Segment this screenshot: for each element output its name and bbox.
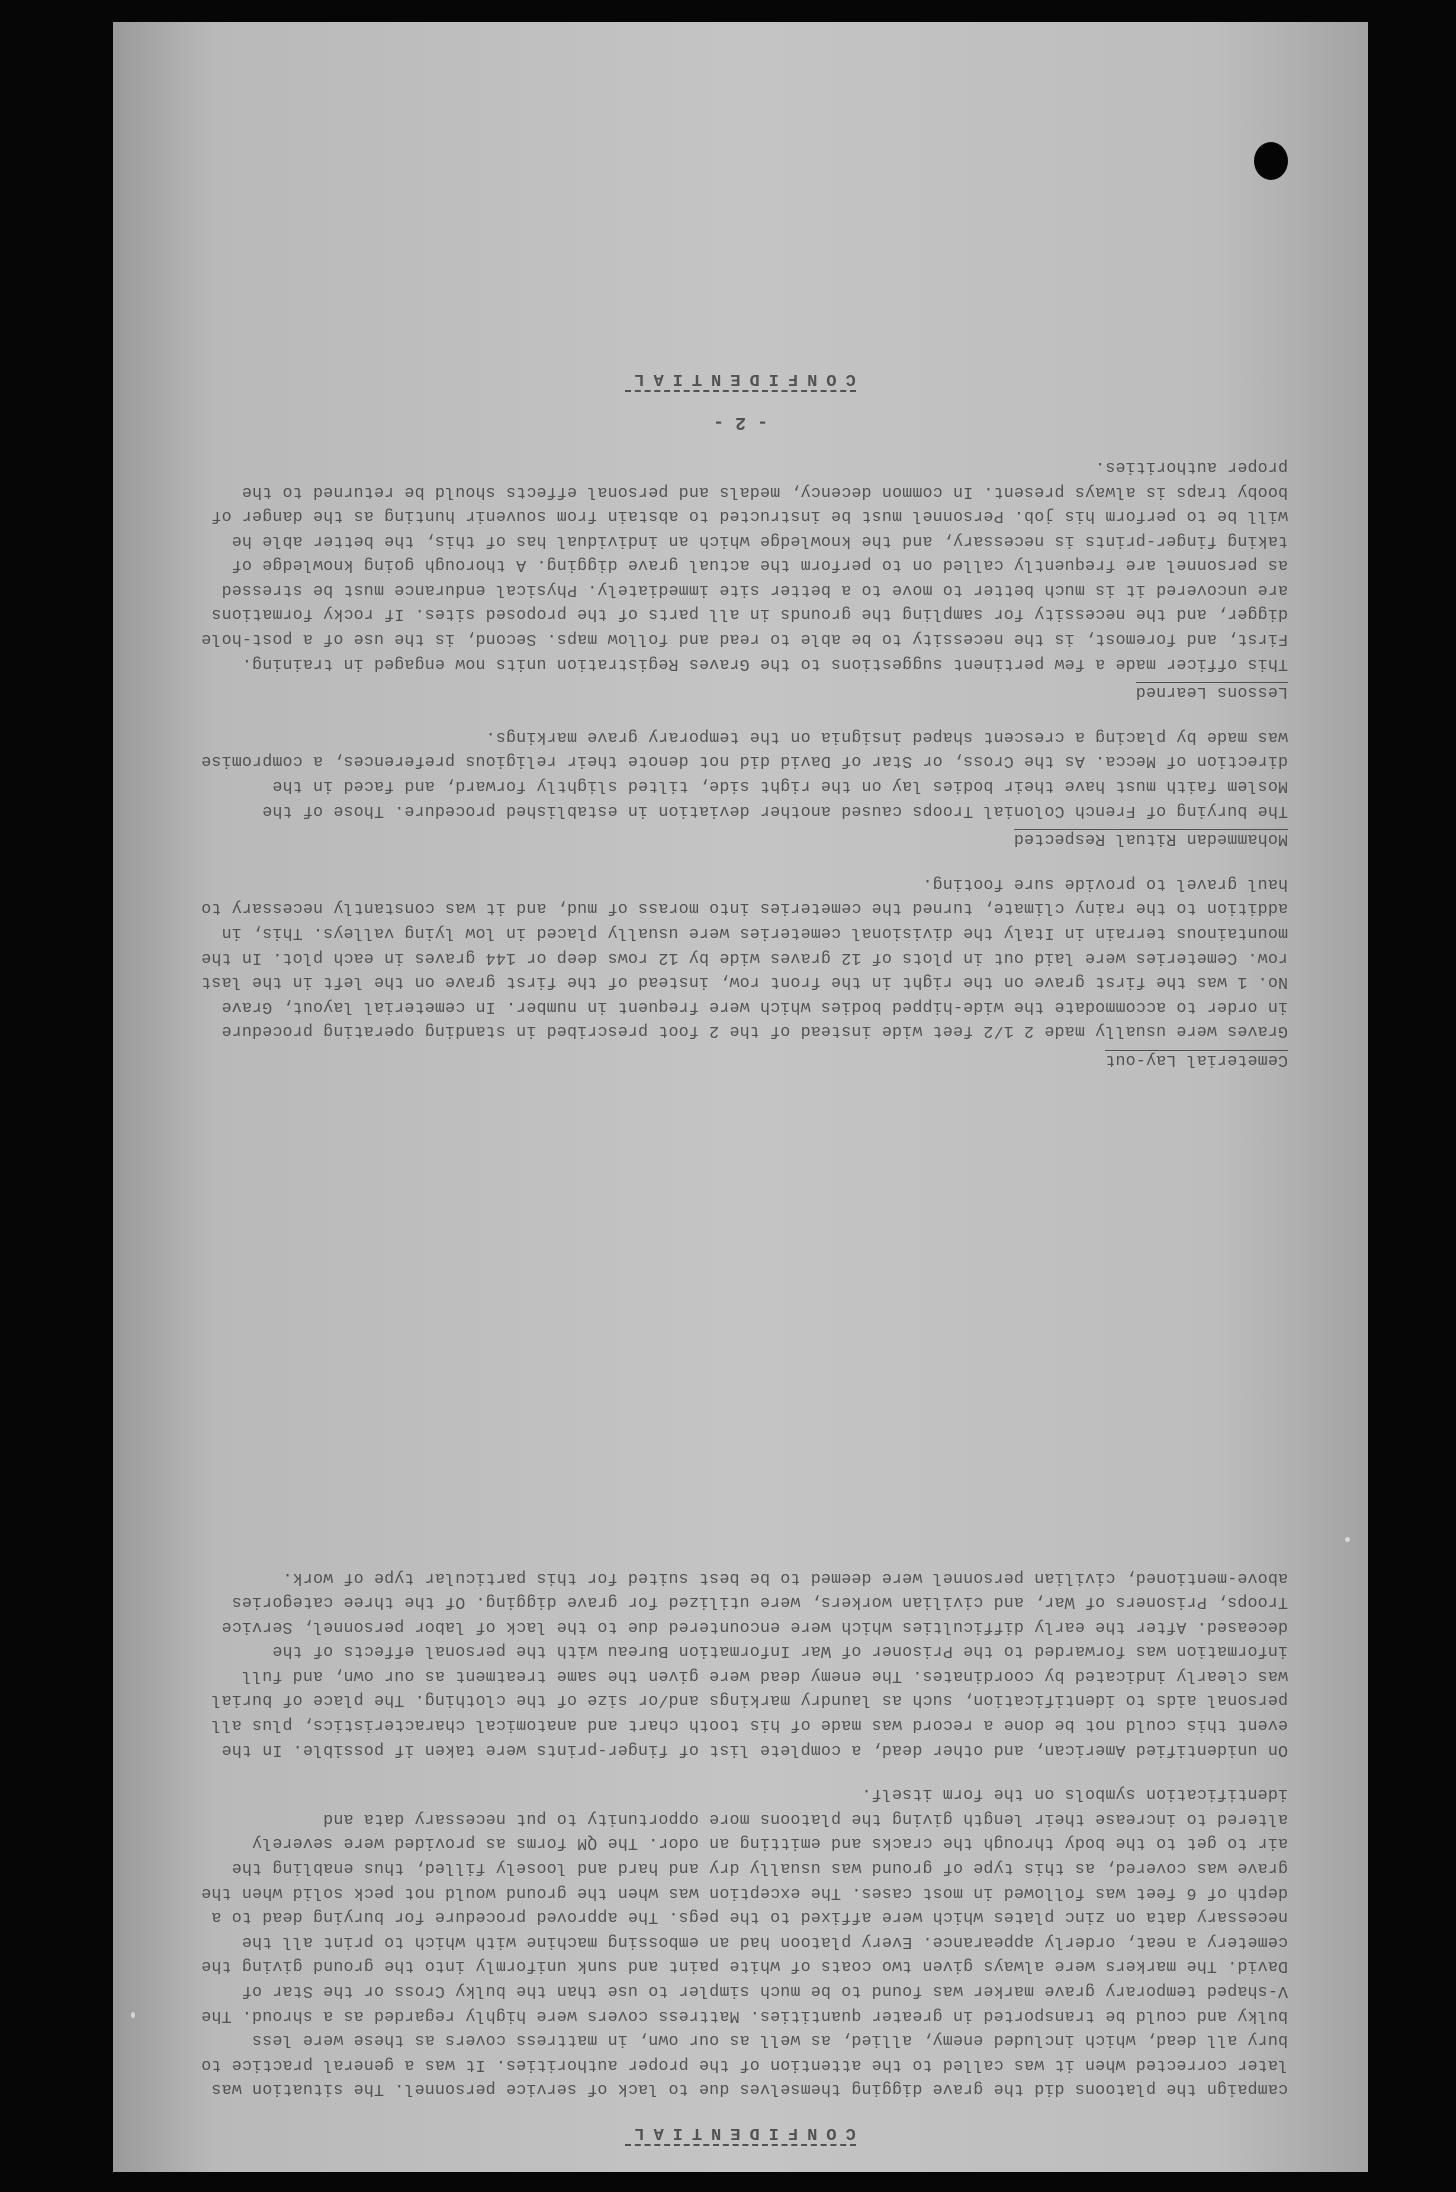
section-text-lessons-learned: This officer made a few pertinent suggestions to the Graves Registration units now engaged in training. First, and foremost, is the necessity to be able to read and follow maps. Second, is the use of a post-hole digger, and the necessity for sampling the grounds in all parts of the proposed sites. If rocky formations are uncovered it is much better to move to a better site immediately. Physical endurance must be stressed as personnel are frequently called on to perform the actual grave digging. A thorough going knowledge of taking finger-prints is necessary, and the knowledge which an individual has of this, the better able he will be to perform his job. Personnel must be instructed to abstain from souvenir hunting as the danger of booby traps is always present. In common decency, medals and personal effects should be returned to the proper authorities. — [190, 457, 1288, 674]
rotated-document — [113, 22, 1368, 2172]
top-classification-label: CONFIDENTIAL — [193, 2119, 1288, 2144]
page-number: - 2 - — [713, 412, 769, 433]
paragraph-burial-practice: campaign the platoons did the grave digging themselves due to lack of service personnel. The situation was later corrected when it was called to the attention of the proper authorities. It was a general practice to bury all dead, which included enemy, allied, as well as our own, in mattress covers as these were less bulky and could be transported in greater quantities. Mattress covers were highly regarded as a shroud. The V-shaped temporary grave marker was found to be much simpler to use than the bulky Cross or the Star of David. The markers were always given two coats of white paint and sunk uniformly into the ground giving the cemetery a neat, orderly appearance. Every platoon had an embossing machine with which to print all the necessary data on zinc plates which were affixed to the pegs. The approved procedure for burying dead to a depth of 6 feet was followed in most cases. The exception was when the ground would not peck solid when the grave was covered, as this type of ground was usually dry and hard and loosely filled, thus enabling the air to get to the body through the cracks and emitting an odor. The QM forms as provided were severely altered to increase their length giving the platoons more opportunity to put necessary data and identification symbols on the form itself. — [190, 1785, 1288, 2100]
scanned-sheet — [113, 22, 1368, 2172]
section-heading-mohammedan-ritual: Mohammedan Ritual Respected — [1013, 830, 1288, 850]
section-heading-cemeterial-layout: Cemeterial Lay-out — [1105, 1051, 1288, 1070]
paragraph-unidentified-dead: On unidentified American, and other dead, a complete list of finger-prints were taken if possible. In the event this could not be done a record was made of his tooth chart and anatomical characteristics, plus all personal aids to identification, such as laundry markings and/or size of the clothing. The place of burial was clearly indicated by coordinates. The enemy dead were given the same treatment as our own, and full information was forwarded to the Prisoner of War Information Bureau with the personal effects of the deceased. After the early difficulties which were encountered due to the lack of labor personnel, Service Troops, Prisoners of War, and civilian workers, were utilized for grave digging. Of the three categories above-mentioned, civilian personnel were deemed to be best suited for this particular type of work. — [201, 1568, 1288, 1760]
section-text-mohammedan-ritual: The burying of French Colonial Troops caused another deviation in established procedure. Those of the Moslem faith must have their bodies lay on the right side, tilted slightly forward, and faced in the direction of Mecca. As the Cross, or Star of David did not denote their religious preferences, a compromise was made by placing a crescent shaped insignia on the temporary grave markings. — [190, 727, 1288, 821]
bottom-classification-label: CONFIDENTIAL — [193, 365, 1288, 390]
document-text-upper — [190, 1545, 1288, 2144]
document-text-lower — [190, 365, 1288, 1072]
section-heading-lessons-learned: Lessons Learned — [1135, 683, 1288, 703]
section-text-cemeterial-layout: Graves were usually made 2 1/2 feet wide instead of the 2 foot prescribed in standing operating procedure in order to accommodate the wide-hipped bodies which were frequent in number. In cemeterial layout, Grave No. 1 was the first grave on the right in the front row, instead of the first grave on the left in the last row. Cemeteries were laid out in plots of 12 graves wide by 12 rows deep or 144 graves in each plot. In the mountainous terrain in Italy the divisional cemeteries were usually placed in low lying valleys. This, in addition to the rainy climate, turned the cemeteries into morass of mud, and it was constantly necessary to haul gravel to provide sure footing. — [190, 874, 1288, 1042]
